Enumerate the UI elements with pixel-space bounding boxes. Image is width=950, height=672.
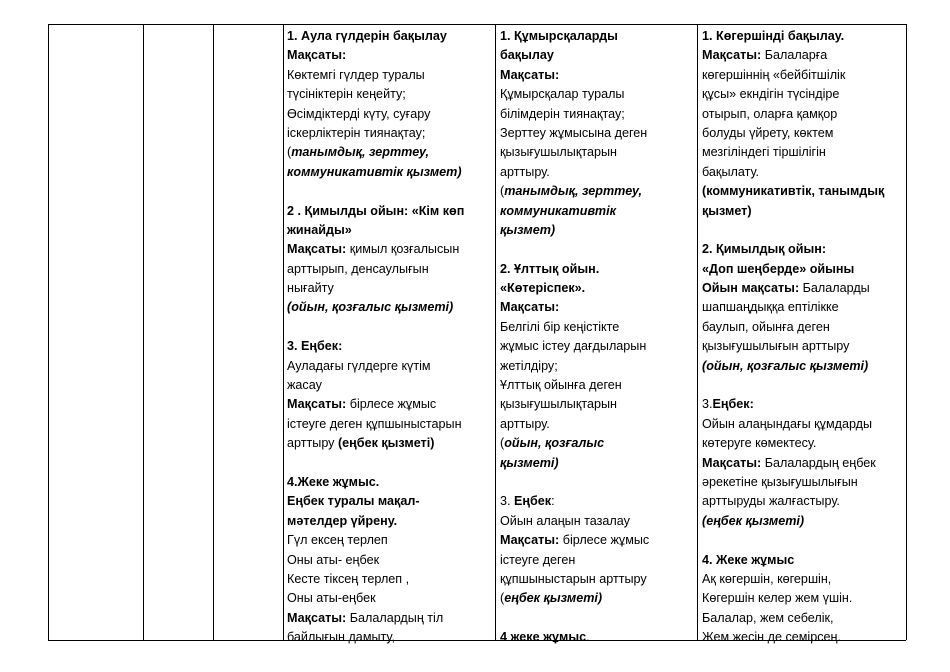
text-line (702, 279, 884, 298)
text-line (287, 240, 464, 259)
text-run: 1. Аула гүлдерін бақылау (287, 29, 447, 43)
text-line (287, 337, 464, 356)
text-run: танымдық, зерттеу, (504, 184, 643, 199)
text-run: мәтелдер үйрену. (287, 513, 398, 528)
text-run: түсініктерін кеңейту; (287, 87, 406, 102)
text-run: 3. (500, 494, 515, 509)
text-line (500, 202, 649, 221)
activity-column-1 (287, 27, 464, 648)
text-run: танымдық, зерттеу, (291, 145, 430, 160)
text-line (702, 337, 884, 356)
text-line (287, 66, 464, 85)
text-line (287, 589, 464, 608)
text-line (702, 589, 884, 608)
text-run: «Көтеріспек». (500, 281, 586, 296)
text-run: іскерліктерін тиянақтау; (287, 125, 426, 140)
text-run: істеуге деген (500, 552, 576, 567)
text-run: арттыру (287, 436, 338, 451)
text-run: Мақсаты: (287, 610, 347, 625)
text-line (500, 357, 649, 376)
text-run: Мақсаты: (500, 67, 560, 82)
text-line (702, 163, 884, 182)
text-run: Балаларды (799, 281, 870, 296)
text-line (500, 512, 649, 531)
text-run: 4. Жеке жұмыс (702, 552, 795, 567)
text-line (287, 570, 464, 589)
text-run: 1. Құмырсқаларды (500, 29, 618, 43)
text-run: ( (500, 591, 505, 606)
text-line (500, 454, 649, 473)
table-column-border (48, 24, 49, 640)
text-line (287, 628, 464, 647)
text-line (500, 85, 649, 104)
text-line (500, 143, 649, 162)
activity-column-2 (500, 27, 649, 648)
text-run: мезгіліндегі тіршілігін (702, 145, 826, 160)
text-line (702, 570, 884, 589)
text-run: ( (500, 184, 505, 199)
text-run: Балалардың тіл (346, 610, 444, 625)
text-line (500, 240, 649, 259)
text-run: (еңбек қызметі) (337, 436, 435, 451)
text-run: 3. (702, 397, 713, 412)
text-run: бірлесе жұмыс (346, 397, 437, 412)
text-run: жасау (287, 378, 322, 393)
text-line (500, 609, 649, 628)
text-run: Белгілі бір кеңістікте (500, 319, 620, 334)
text-line (500, 279, 649, 298)
table-column-border (283, 24, 284, 640)
text-run: Мақсаты: (287, 48, 347, 63)
text-run: коммуникативтік (500, 203, 616, 218)
text-run: болуды үйрету, көктем (702, 125, 834, 140)
text-run: қызмет) (702, 203, 752, 218)
text-line (500, 434, 649, 453)
text-run: бақылату. (702, 164, 760, 179)
table-column-border (213, 24, 214, 640)
text-line (500, 163, 649, 182)
text-line (500, 337, 649, 356)
text-line (702, 221, 884, 240)
text-line (500, 551, 649, 570)
text-run: құпшыныстарын арттыру (500, 571, 647, 586)
text-line (702, 609, 884, 628)
text-line (287, 124, 464, 143)
text-run: Еңбек туралы мақал- (287, 494, 420, 509)
text-run: коммуникативтік қызмет) (287, 164, 462, 179)
text-line (287, 376, 464, 395)
text-run: арттырып, денсаулығын (287, 261, 429, 276)
text-line (500, 589, 649, 608)
text-line (702, 551, 884, 570)
text-run: әрекетіне қызығушылығын (702, 474, 858, 489)
text-run: Мақсаты: (702, 455, 762, 470)
text-run: қызметі) (500, 455, 559, 470)
text-run: қызығушылықтарын (500, 397, 617, 412)
text-line (702, 182, 884, 201)
text-run: Ойын алаңын тазалау (500, 513, 630, 528)
text-line (702, 473, 884, 492)
text-run: білімдерін тиянақтау; (500, 106, 625, 121)
text-line (702, 434, 884, 453)
text-line (500, 570, 649, 589)
text-run: қызығушылығын арттыру (702, 339, 850, 354)
text-line (287, 434, 464, 453)
text-run: (ойын, қозғалыс қызметі) (702, 358, 869, 373)
text-line (500, 105, 649, 124)
table-column-border (143, 24, 144, 640)
text-line (500, 124, 649, 143)
text-line (702, 415, 884, 434)
text-line (702, 454, 884, 473)
text-run: істеуге деген құпшыныстарын (287, 416, 462, 431)
text-line (702, 46, 884, 65)
text-run: жетілдіру; (500, 358, 558, 373)
text-line (287, 531, 464, 550)
text-line (287, 415, 464, 434)
text-line (287, 182, 464, 201)
text-line (702, 27, 884, 46)
text-line (287, 85, 464, 104)
text-run: ( (500, 436, 505, 451)
activity-column-3 (702, 27, 884, 648)
text-line (702, 240, 884, 259)
text-line (287, 27, 464, 46)
text-run: арттыруды жалғастыру. (702, 494, 840, 509)
text-run: арттыру. (500, 164, 550, 179)
text-line (702, 124, 884, 143)
text-run: отырып, оларға қамқор (702, 106, 838, 121)
text-run: Ақ көгершін, көгершін, (702, 571, 832, 586)
text-run: Көктемгі гүлдер туралы (287, 67, 425, 82)
text-run: Ауладағы гүлдерге күтім (287, 358, 431, 373)
text-run: Еңбек: (712, 397, 754, 412)
text-line (500, 318, 649, 337)
text-line (702, 492, 884, 511)
text-run: ( (287, 145, 292, 160)
text-run: Балаларға (761, 48, 828, 63)
text-line (287, 279, 464, 298)
text-run: бақылау (500, 48, 554, 63)
text-line (702, 260, 884, 279)
text-line (702, 298, 884, 317)
text-run: Гүл ексең терлеп (287, 533, 388, 548)
text-run: қызмет) (500, 222, 556, 237)
text-run: ойын, қозғалыс (504, 436, 605, 451)
text-line (500, 298, 649, 317)
text-run: Еңбек (514, 494, 552, 509)
text-run: Көгершін келер жем үшін. (702, 591, 853, 606)
text-run: Балалар, жем себелік, (702, 610, 834, 625)
text-run: арттыру. (500, 416, 550, 431)
text-line (500, 221, 649, 240)
text-line (500, 473, 649, 492)
text-line (500, 628, 649, 647)
text-run: бірлесе жұмыс (559, 533, 650, 548)
text-line (287, 318, 464, 337)
text-line (287, 105, 464, 124)
text-run: еңбек қызметі) (504, 591, 603, 606)
text-line (287, 202, 464, 221)
text-run: Зерттеу жұмысына деген (500, 125, 648, 140)
text-run: Ойын алаңындағы құмдарды (702, 416, 873, 431)
text-line (287, 492, 464, 511)
text-run: көгершіннің «бейбітшілік (702, 67, 846, 82)
text-line (287, 298, 464, 317)
text-run: (ойын, қозғалыс қызметі) (287, 300, 454, 315)
text-run: Мақсаты: (500, 533, 560, 548)
text-run: 1. Көгершінді бақылау. (702, 29, 845, 43)
text-run: . (586, 630, 590, 645)
text-run: 4.Жеке жұмыс. (287, 474, 380, 489)
text-run: Мақсаты: (702, 48, 762, 63)
table-top-border (48, 24, 906, 25)
text-line (702, 357, 884, 376)
text-run: Мақсаты: (500, 300, 560, 315)
text-line (287, 163, 464, 182)
text-run: «Доп шеңберде» ойыны (702, 261, 855, 276)
text-run: жұмыс істеу дағдыларын (500, 339, 647, 354)
text-run: құсы» екндігін түсіндіре (702, 87, 840, 102)
text-line (500, 182, 649, 201)
text-line (702, 531, 884, 550)
table-column-border (697, 24, 698, 640)
text-run: 2. Қимылдық ойын: (702, 242, 827, 257)
text-line (287, 609, 464, 628)
text-run: Оны аты-еңбек (287, 591, 376, 606)
text-line (287, 357, 464, 376)
text-line (702, 202, 884, 221)
text-line (500, 376, 649, 395)
table-column-border (495, 24, 496, 640)
text-line (702, 318, 884, 337)
text-line (287, 46, 464, 65)
text-run: қызығушылықтарын (500, 145, 617, 160)
text-line (702, 105, 884, 124)
text-line (702, 628, 884, 647)
text-run: 2 . Қимылды ойын: «Кім көп (287, 203, 465, 218)
text-run: 3. Еңбек: (287, 339, 343, 354)
text-run: шапшаңдыққа ептілікке (702, 300, 839, 315)
text-run: : (551, 494, 555, 509)
text-run: көтеруге көмектесу. (702, 436, 817, 451)
text-line (500, 46, 649, 65)
text-line (702, 143, 884, 162)
text-run: (еңбек қызметі) (702, 513, 805, 528)
text-line (287, 221, 464, 240)
text-line (287, 143, 464, 162)
text-line (702, 395, 884, 414)
text-line (702, 66, 884, 85)
text-line (702, 85, 884, 104)
text-run: Ойын мақсаты: (702, 281, 800, 296)
text-line (500, 492, 649, 511)
text-line (702, 376, 884, 395)
text-run: Мақсаты: (287, 397, 347, 412)
text-run: Оны аты- еңбек (287, 552, 380, 567)
text-run: 2. Ұлттық ойын. (500, 261, 600, 276)
text-line (500, 395, 649, 414)
text-run: Жем жесін де семірсең. (702, 630, 841, 645)
table-column-border (906, 24, 907, 640)
text-line (702, 512, 884, 531)
text-run: 4 жеке жұмыс (500, 630, 587, 645)
text-run: Балалардың еңбек (761, 455, 876, 470)
text-run: жинайды» (287, 222, 352, 237)
text-run: (коммуникативтік, танымдық (702, 184, 885, 199)
text-run: нығайту (287, 281, 334, 296)
text-run: Ұлттық ойынға деген (500, 378, 622, 393)
text-line (287, 260, 464, 279)
text-run: Мақсаты: (287, 242, 347, 257)
text-line (287, 395, 464, 414)
text-run: байлығын дамыту, (287, 630, 395, 645)
text-run: қимыл қозғалысын (346, 242, 460, 257)
text-run: Құмырсқалар туралы (500, 87, 625, 102)
text-run: Кесте тіксең терлеп , (287, 571, 410, 586)
text-line (287, 512, 464, 531)
text-line (500, 415, 649, 434)
text-line (287, 454, 464, 473)
text-run: Өсімдіктерді күту, суғару (287, 106, 431, 121)
text-line (287, 473, 464, 492)
text-line (500, 531, 649, 550)
text-run: баулып, ойынға деген (702, 319, 830, 334)
text-line (500, 260, 649, 279)
text-line (500, 27, 649, 46)
text-line (287, 551, 464, 570)
text-line (500, 66, 649, 85)
